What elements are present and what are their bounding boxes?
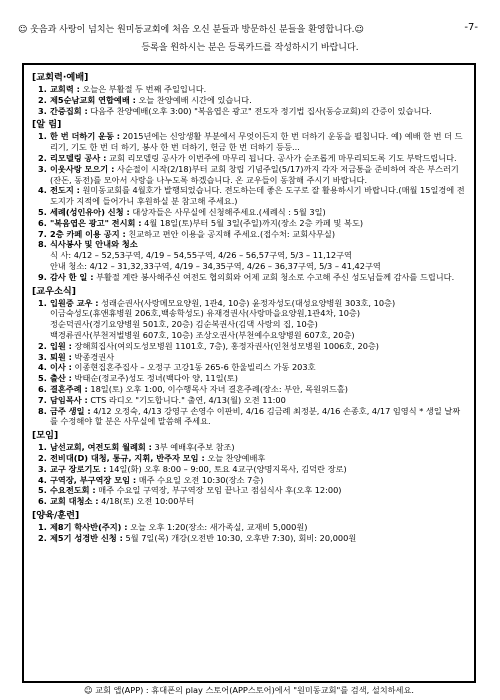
item-text <box>50 106 466 117</box>
item-number: 8. <box>38 239 47 250</box>
item-subline: 이금숙성도(휴앤휴병원 206호,백송학성도) 유재경권사(사랑마을요양원,1관4차, 10층) <box>50 308 361 319</box>
item-body: 박태순(정교주)성도 정녀(백다아 양, 11일(토) <box>71 373 238 384</box>
announcement-item <box>38 373 466 384</box>
item-text <box>50 373 466 384</box>
welcome-line: ☺ 웃음과 사랑이 넘치는 원미동교회에 처음 오신 분들과 방문하신 분들을 환영합니다.☺ <box>18 25 364 35</box>
item-key: 세례(성인유아) 신청 : <box>50 206 130 217</box>
item-text <box>50 406 466 428</box>
item-body: 오늘 찬양예배후 <box>204 452 266 463</box>
item-body: 성래순권사(사랑메모요양원, 1관4, 10층) 윤정자성도(대성요양병원 303호, 10층) <box>98 297 396 308</box>
item-body: 18일(토) 오후 1:00, 이수행목사 자녀 결혼주례(장소: 부안, 목원위드홀) <box>87 383 348 394</box>
item-text <box>50 464 466 475</box>
announcement-item <box>38 406 466 428</box>
item-text <box>50 229 466 240</box>
announcement-item <box>38 239 466 250</box>
announcement-item <box>38 533 466 544</box>
item-key: 퇴원 : <box>50 351 72 362</box>
item-body: 오늘은 부활절 두 번째 주일입니다. <box>79 84 207 94</box>
announcement-item <box>38 496 466 507</box>
item-number: 6. <box>38 496 47 507</box>
announcement-item <box>38 95 466 106</box>
item-key: 한 번 더하기 운동 : <box>50 131 121 142</box>
item-text <box>50 395 466 406</box>
item-key: 제5기 성경반 신청 : <box>50 532 123 543</box>
item-text <box>50 185 466 207</box>
item-number: 2. <box>38 152 47 163</box>
announcement-item <box>38 453 466 464</box>
item-number: 8. <box>38 405 47 416</box>
announcement-item <box>38 218 466 229</box>
item-key: 2층 카페 이용 공지 : <box>50 228 126 239</box>
announcement-item <box>38 272 466 283</box>
item-text <box>50 84 466 95</box>
announcement-item <box>38 362 466 373</box>
item-number: 1. <box>38 131 47 142</box>
item-body: 오늘 찬양예배 시간에 있습니다. <box>135 94 252 105</box>
item-number: 9. <box>38 271 47 282</box>
item-key: 간증집회 : <box>50 105 88 116</box>
item-text <box>50 533 466 544</box>
item-text <box>50 153 466 164</box>
item-body: 5월 7일(목) 개강(오전반 10:30, 오후반 7:30), 회비: 20,000원 <box>122 532 357 543</box>
item-number: 3. <box>38 463 47 474</box>
item-number: 5. <box>38 373 47 384</box>
item-number: 7. <box>38 228 47 239</box>
item-body: CTS 라디오 "기도합니다." 출연, 4/13(월) 오전 11:00 <box>87 394 286 405</box>
item-key: 제8기 학사반(주지) : <box>50 521 128 532</box>
item-number: 4. <box>38 185 47 196</box>
announcement-item <box>38 153 466 164</box>
item-number: 4. <box>38 474 47 485</box>
item-body: 부활절 계란 봉사해주신 여전도 협의회와 어제 교회 청소로 수고해 주신 성도님들께 감사를 드립니다. <box>93 271 455 282</box>
item-number: 1. <box>38 442 47 453</box>
item-key: 전비대(D) 대청, 통규, 지휘, 반주자 모임 : <box>50 452 205 463</box>
item-number: 6. <box>38 217 47 228</box>
announcement-item <box>38 341 466 352</box>
item-number: 2. <box>38 452 47 463</box>
item-subline: 식 사: 4/12 – 52,53구역, 4/19 – 54,55구역, 4/26 – 56,57구역, 5/3 – 11,12구역 <box>50 250 352 261</box>
item-text <box>50 475 466 486</box>
announcement-item <box>38 395 466 406</box>
item-text <box>50 362 466 373</box>
item-body: 원미동교회를 4월호가 발행되었습니다. 전도하는데 좋은 도구로 잘 활용하시기 바랍니다.(매월 15일경에 전도지가 지적에 들어가니 후원하실 분 참고해 주세요.) <box>50 185 465 207</box>
item-key: 금주 생일 : <box>50 405 91 416</box>
item-key: "복음엽은 광고" 전시회 : <box>50 217 142 228</box>
item-key: 식사봉사 및 안내와 청소 <box>50 239 138 250</box>
announcement-item <box>38 464 466 475</box>
section-title: [교회력·예배] <box>32 72 89 83</box>
item-body: 14일(화) 오후 8:00 – 9:00, 토요 4교구(양명지목사, 김덕란 장로) <box>106 463 347 474</box>
item-key: 교회 대청소 : <box>50 496 99 507</box>
item-number: 5. <box>38 485 47 496</box>
announcement-item <box>38 384 466 395</box>
announcement-item <box>38 475 466 486</box>
item-key: 제5순남교회 연합예배 : <box>50 94 136 105</box>
announcement-item <box>38 298 466 309</box>
item-key: 수요전도회 : <box>50 485 96 496</box>
item-body: 3부 예배후(주보 참조) <box>151 442 235 453</box>
item-body: 다음주 찬양예배(오후 3:00) "복음엽은 광고" 전도자 정기법 집사(동승교회)의 간증이 있습니다. <box>87 105 432 116</box>
item-number: 4. <box>38 362 47 373</box>
item-body: 4/12 오정숙, 4/13 강영구 손영수 이판비, 4/16 김금례 최정분, 4/16 손종호, 4/17 임영식 * 생일 날짜를 수정해야 할 분은 사무실에 말씀해 주세요. <box>50 405 461 427</box>
item-key: 교구 장로기도 : <box>50 463 107 474</box>
item-number: 1. <box>38 297 47 308</box>
item-key: 결혼주례 : <box>50 383 88 394</box>
item-body: 매주 수요일 구역장, 부구역장 모임 끝나고 점심식사 후(오후 12:00) <box>95 485 342 496</box>
item-text <box>50 384 466 395</box>
item-number: 1. <box>38 84 47 94</box>
app-footer: ☺ 교회 앱(APP) : 휴대폰의 play 스토어(APP스토어)에서 "원미동교회"를 검색, 설치하세요. <box>84 685 414 695</box>
item-number: 1. <box>38 521 47 532</box>
announcement-item <box>38 522 466 533</box>
item-text <box>50 131 466 153</box>
section-title: [모임] <box>32 430 59 442</box>
item-key: 구역장, 부구역장 모임 : <box>50 474 137 485</box>
item-text <box>50 298 466 309</box>
item-text <box>50 164 466 186</box>
item-number: 5. <box>38 206 47 217</box>
item-key: 이웃사랑 모으기 : <box>50 163 115 174</box>
item-subline: 안내 청소: 4/12 – 31,32,33구역, 4/19 – 34,35구역, 4/26 – 36,37구역, 5/3 – 41,42구역 <box>50 260 381 271</box>
item-key: 이사 : <box>50 362 72 373</box>
item-number: 7. <box>38 394 47 405</box>
item-subline: 정순덕권사(경기요양병원 501호, 20층) 김순복권사(김댁 사랑의 집, 10층) <box>50 319 318 330</box>
item-key: 입원중 교우 : <box>50 297 99 308</box>
item-body: 사순절이 시작(2/18)부터 교회 창립 기념주일(5/17)까지 각자 저금통을 준비하여 작은 부스러기(잔돈, 동전)를 모아서 사랑을 나누도록 하겠습니다. 온 교우들이 동참해 주시기 바랍니다. <box>50 163 459 185</box>
item-body: 4/18(토) 오전 10:00부터 <box>98 496 195 507</box>
item-subline: 백경류권사(부천저벌병원 607호, 10층) 조상오권사(부천예수요양병원 607호, 20층) <box>50 329 355 340</box>
announcement-item <box>38 131 466 153</box>
item-key: 교회력 : <box>50 84 80 94</box>
bulletin-header <box>0 0 500 52</box>
item-text <box>50 272 466 283</box>
item-body: 4월 18일(토)부터 5월 3일(주일)까지(장소 2층 카페 및 복도) <box>141 217 364 228</box>
item-text <box>50 341 466 352</box>
item-body: 박종경권사 <box>71 351 115 362</box>
item-number: 6. <box>38 383 47 394</box>
item-body: 매주 수요일 오전 10:30(장소 7층) <box>136 474 264 485</box>
item-body: 친교하고 편안 이용을 공지해 주세요.(접수처: 교회사무실) <box>125 228 336 239</box>
item-key: 출산 : <box>50 373 72 384</box>
section-title: [교우소식] <box>32 285 76 297</box>
announcement-item <box>38 164 466 186</box>
item-number: 3. <box>38 351 47 362</box>
announcement-item <box>38 84 466 95</box>
announcements-box <box>22 63 476 683</box>
item-text <box>50 442 466 453</box>
item-text <box>50 453 466 464</box>
item-text <box>50 496 466 507</box>
item-text <box>50 207 466 218</box>
item-key: 리모델링 공사 : <box>50 152 107 163</box>
item-text <box>50 352 466 363</box>
announcement-item <box>38 442 466 453</box>
announcement-item <box>38 352 466 363</box>
announcement-item <box>38 207 466 218</box>
announcement-item <box>38 485 466 496</box>
item-key: 담임목사 : <box>50 394 88 405</box>
item-body: 대상자들은 사무실에 신청해주세요.(세례식 : 5월 3일) <box>129 206 326 217</box>
announcement-item <box>38 185 466 207</box>
announcement-item <box>38 229 466 240</box>
item-key: 입원 : <box>50 340 72 351</box>
item-text <box>50 522 466 533</box>
section-title: [양육/훈련] <box>32 509 80 521</box>
item-body: 교회 리모델링 공사가 이번주에 마무리 됩니다. 공사가 순조롭게 마무리되도록 기도 부탁드립니다. <box>106 152 457 163</box>
announcement-item <box>38 106 466 117</box>
item-body: 오늘 오후 1:20(장소: 새가족실, 교재비 5,000원) <box>127 521 308 532</box>
item-body: 이종현집혼주집사 – 오정구 고강1동 265-6 한울빌리스 가동 203호 <box>71 362 316 373</box>
item-number: 2. <box>38 94 47 105</box>
item-key: 남선교회, 여전도회 월례회 : <box>50 442 152 453</box>
item-body: 2015년에는 신앙생활 부분에서 무엇이든지 한 번 더하기 운동을 펼칩니다. 예) 예배 한 번 더 드리기, 기도 한 번 더 하기, 봉사 한 번 더하기, 헌금 한 번 더하기 등등... <box>50 131 463 153</box>
item-text <box>50 95 466 106</box>
item-text <box>50 239 466 250</box>
page-number: -7- <box>464 22 478 33</box>
item-number: 3. <box>38 163 47 174</box>
item-number: 2. <box>38 340 47 351</box>
item-body: 장해희집사(여의도성모병원 1101호, 7층), 홍정자권사(인천성모병원 1006호, 20층) <box>71 340 380 351</box>
item-number: 2. <box>38 532 47 543</box>
item-text <box>50 218 466 229</box>
section-title: [알 림] <box>32 119 62 131</box>
item-key: 전도지 : <box>50 185 80 196</box>
item-number: 3. <box>38 105 47 116</box>
registration-line: 등록을 원하시는 분은 등록카드를 작성하시기 바랍니다. <box>141 43 359 53</box>
item-text <box>50 485 466 496</box>
item-key: 감사 한 일 : <box>50 271 94 282</box>
